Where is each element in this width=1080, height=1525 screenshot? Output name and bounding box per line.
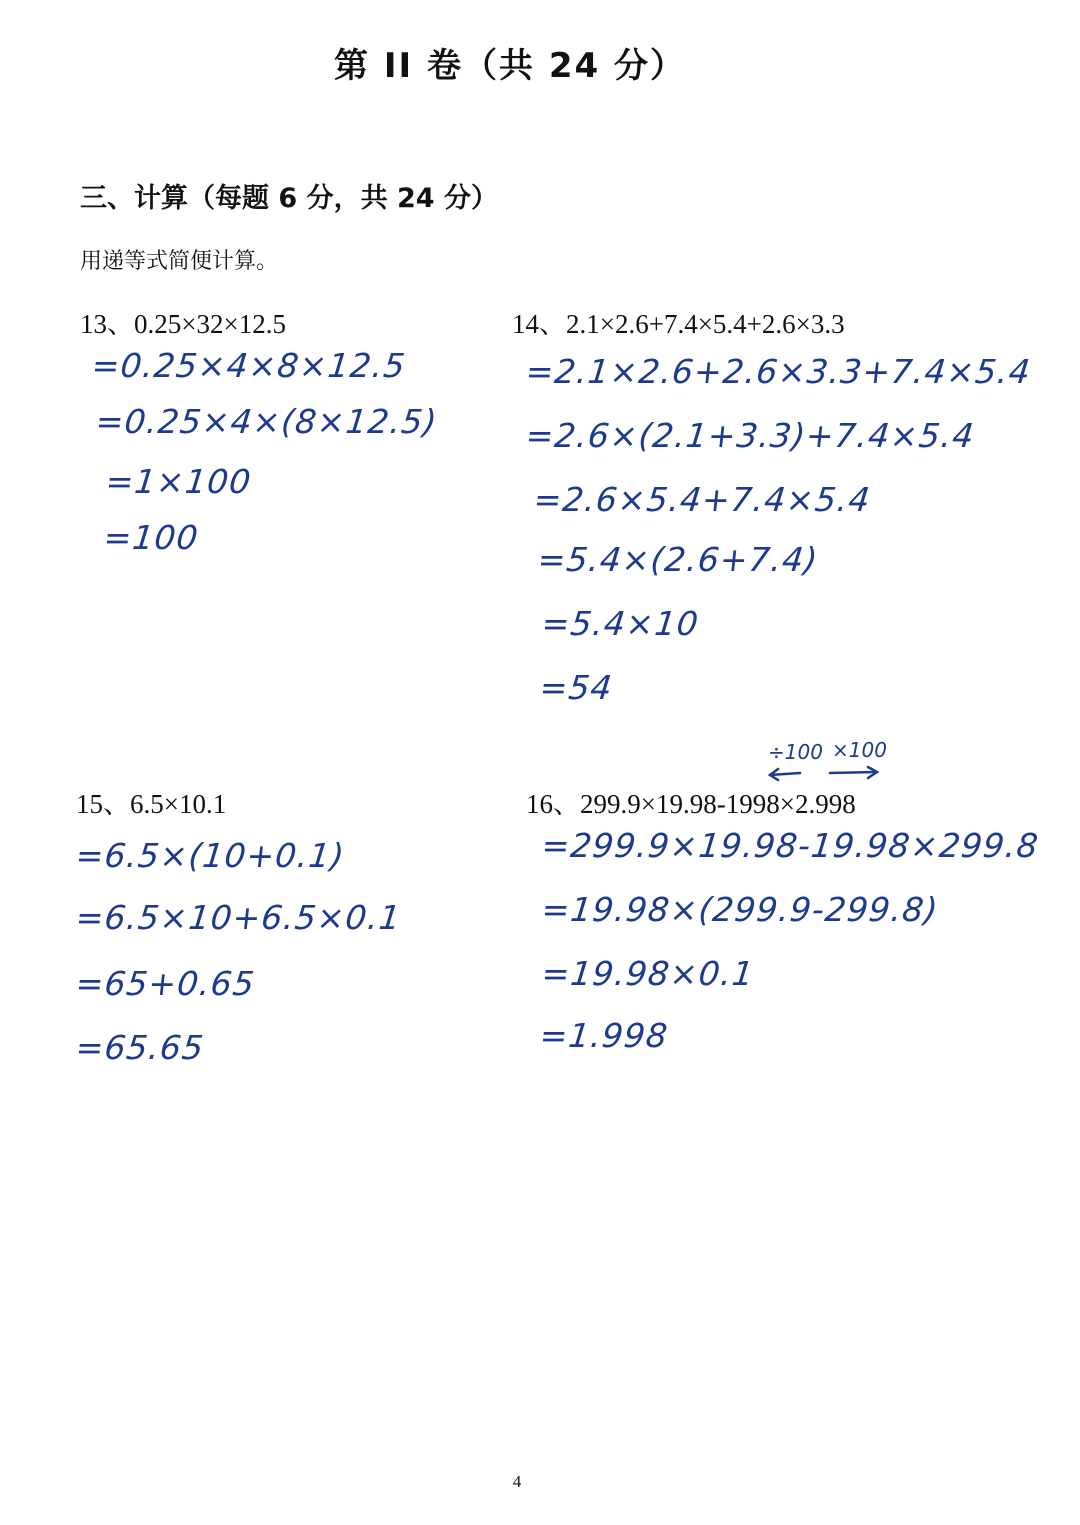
problem-16-annotation-multiply: ×100 bbox=[832, 738, 887, 762]
section-title: 三、计算（每题 6 分，共 24 分） bbox=[80, 183, 498, 214]
problem-14-label: 14、2.1×2.6+7.4×5.4+2.6×3.3 bbox=[512, 309, 845, 339]
problem-16-label: 16、299.9×19.98-1998×2.998 bbox=[526, 789, 856, 819]
page-title: 第 II 卷（共 24 分） bbox=[334, 46, 686, 86]
problem-14-step-1: =2.1×2.6+2.6×3.3+7.4×5.4 bbox=[523, 352, 1033, 391]
problem-14-step-3: =2.6×5.4+7.4×5.4 bbox=[531, 480, 873, 519]
problem-14-step-2: =2.6×(2.1+3.3)+7.4×5.4 bbox=[523, 416, 977, 455]
problem-16-step-3: =19.98×0.1 bbox=[539, 954, 757, 993]
problem-14-step-5: =5.4×10 bbox=[539, 604, 701, 643]
problem-14-step-6: =54 bbox=[537, 668, 615, 707]
problem-16-step-4: =1.998 bbox=[537, 1016, 671, 1055]
problem-13-step-3: =1×100 bbox=[103, 462, 254, 501]
left-arrow-line bbox=[770, 773, 800, 775]
problem-13-step-1: =0.25×4×8×12.5 bbox=[89, 346, 408, 385]
instruction-text: 用递等式简便计算。 bbox=[80, 249, 279, 274]
right-arrow-line bbox=[830, 772, 876, 773]
problem-16-step-2: =19.98×(299.9-299.8) bbox=[539, 890, 941, 929]
problem-15-step-4: =65.65 bbox=[73, 1028, 207, 1067]
page-number: 4 bbox=[512, 1472, 522, 1491]
problem-15-step-1: =6.5×(10+0.1) bbox=[73, 836, 347, 875]
problem-15-step-3: =65+0.65 bbox=[73, 964, 257, 1003]
problem-15-step-2: =6.5×10+6.5×0.1 bbox=[73, 898, 404, 937]
problem-16-annotation-divide: ÷100 bbox=[768, 740, 823, 764]
problem-14-step-4: =5.4×(2.6+7.4) bbox=[535, 540, 821, 579]
problem-16-step-1: =299.9×19.98-19.98×299.8 bbox=[539, 826, 1041, 865]
problem-13-label: 13、0.25×32×12.5 bbox=[80, 309, 286, 339]
problem-13-step-2: =0.25×4×(8×12.5) bbox=[93, 402, 440, 441]
problem-13-step-4: =100 bbox=[101, 518, 201, 557]
problem-15-label: 15、6.5×10.1 bbox=[76, 789, 227, 819]
problem-16-arrows bbox=[760, 762, 890, 784]
